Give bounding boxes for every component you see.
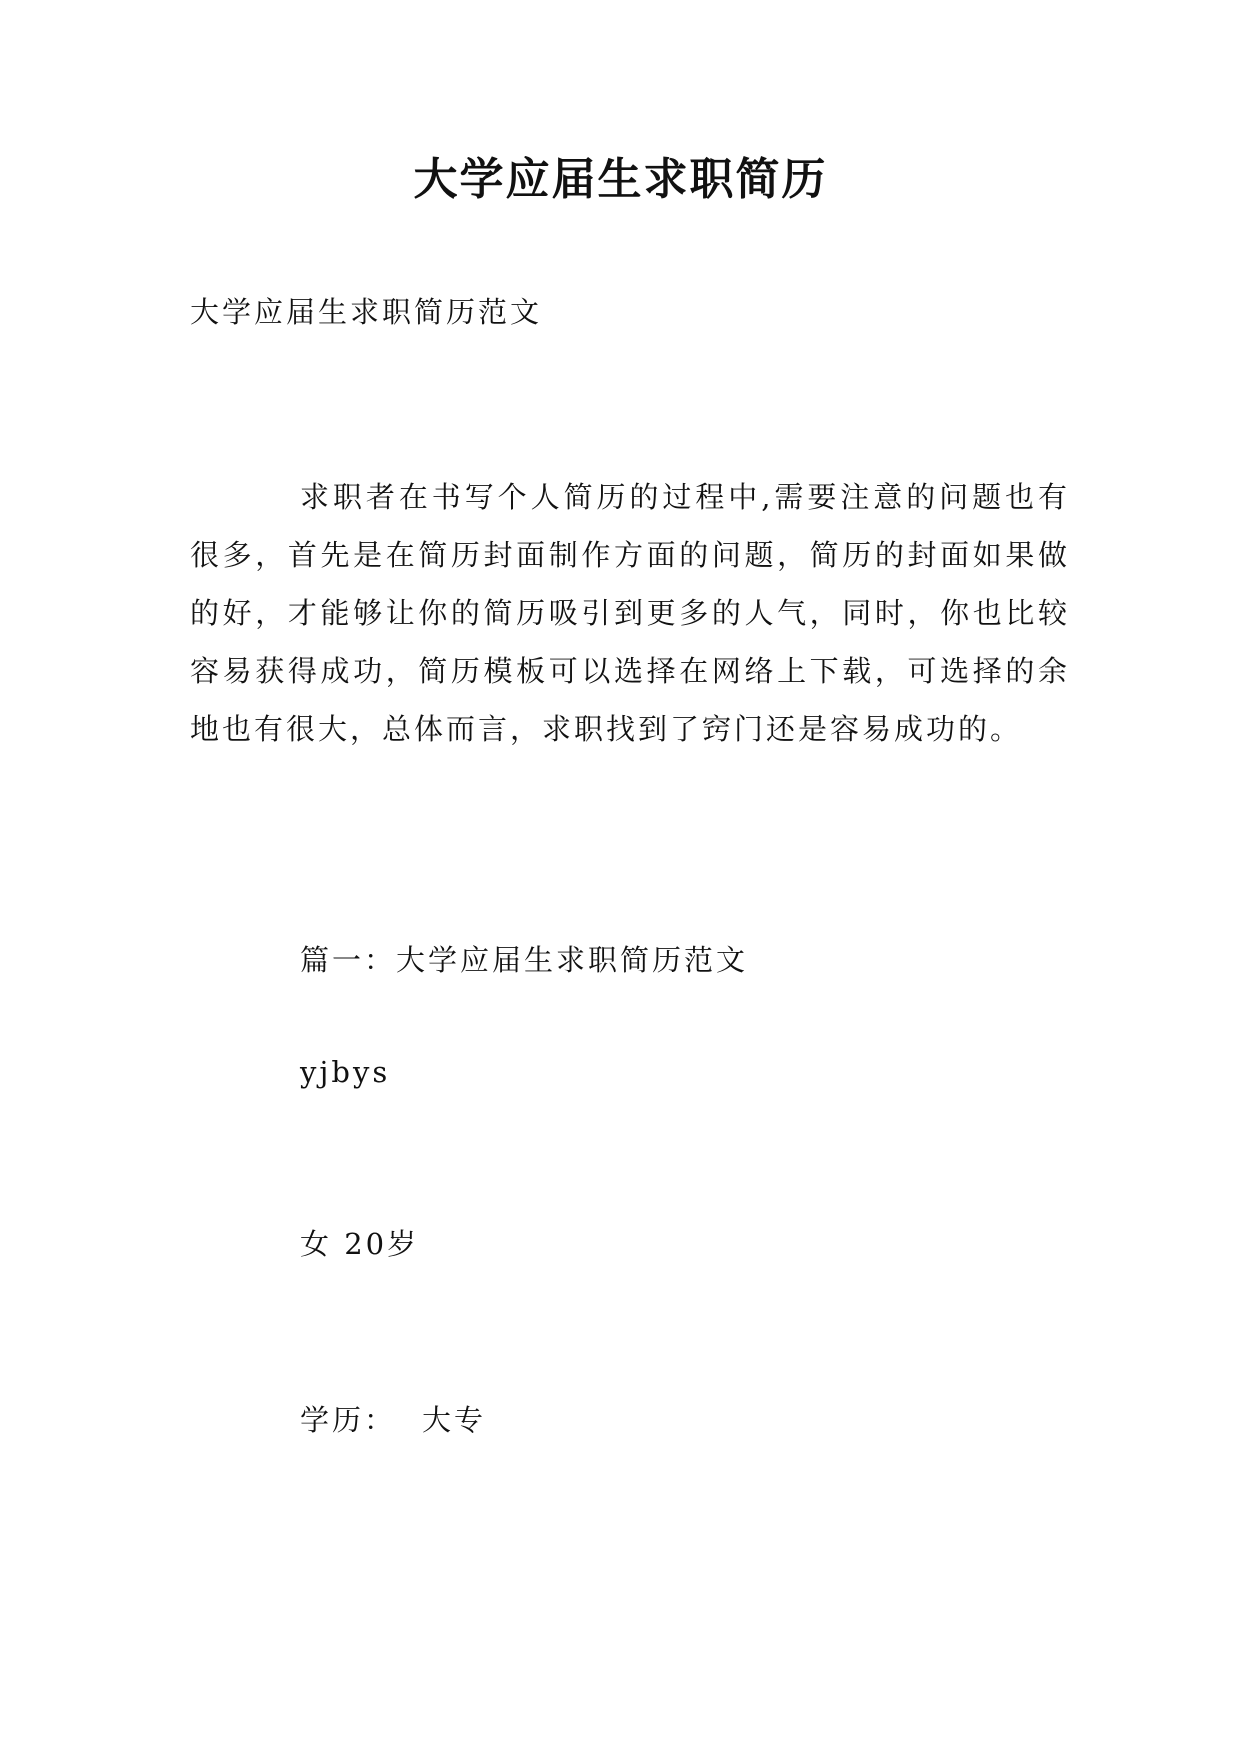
education-line — [300, 1400, 486, 1440]
education-label: 学历： — [300, 1403, 397, 1437]
gender-age: 女 20岁 — [300, 1227, 420, 1261]
document-title: 大学应届生求职简历 — [413, 154, 828, 205]
education-value: 大专 — [422, 1403, 487, 1437]
document-subtitle: 大学应届生求职简历范文 — [190, 295, 543, 329]
intro-paragraph: 求职者在书写个人简历的过程中,需要注意的问题也有很多，首先是在简历封面制作方面的问题，简历的封面如果做的好，才能够让你的简历吸引到更多的人气，同时，你也比较容易获得成功，简历模板可以选择在网络上下载，可选择的余地也有很大，总体而言，求职找到了窍门还是容易成功的。 — [190, 480, 1070, 746]
applicant-name: yjbys — [300, 1055, 391, 1089]
section-heading: 篇一：大学应届生求职简历范文 — [300, 943, 749, 977]
